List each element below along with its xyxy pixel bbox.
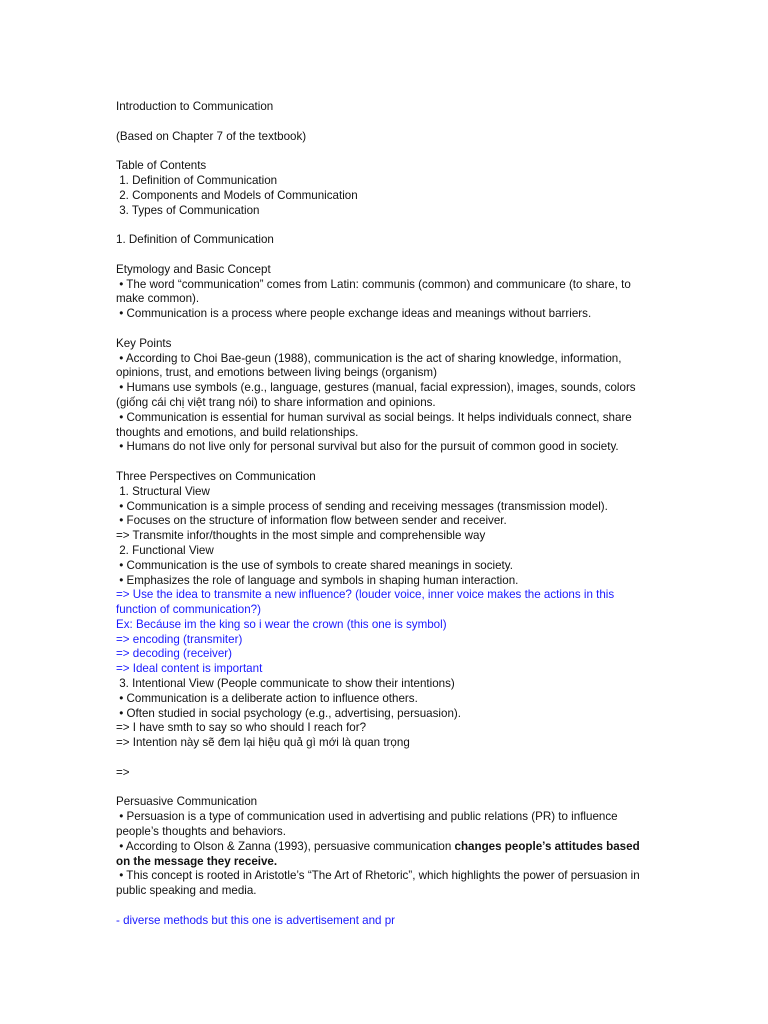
toc-heading: Table of Contents xyxy=(116,159,207,173)
spacer xyxy=(116,322,656,337)
document-title: Introduction to Communication xyxy=(116,100,274,113)
functional-view-annotation: => encoding (transmiter) xyxy=(116,632,243,646)
spacer xyxy=(116,781,656,796)
spacer xyxy=(116,248,656,263)
toc-item: 3. Types of Communication xyxy=(116,203,260,217)
intentional-view-line: • Often studied in social psychology (e.g., advertising, persuasion). xyxy=(116,706,461,720)
spacer xyxy=(116,751,656,766)
spacer xyxy=(116,218,656,233)
persuasive-bullet-bold-text: changes people’s attitudes based on the message they receive. xyxy=(116,839,643,868)
intentional-view-note: => I have smth to say so who should I reach for? xyxy=(116,721,367,735)
functional-view-annotation: => Use the idea to transmite a new influence? (louder voice, inner voice makes the actions in this function of communication?) xyxy=(116,588,618,617)
persuasive-bullet: • This concept is rooted in Aristotle’s “The Art of Rhetoric”, which highlights the power of persuasion in public speaking and media. xyxy=(116,869,643,898)
key-point-bullet: • Humans use symbols (e.g., language, gestures (manual, facial expression), images, sounds, colors (giống cái chị việt trang nói) to share information and opinions. xyxy=(116,381,639,409)
toc-item: 2. Components and Models of Communication xyxy=(116,188,358,202)
functional-view-title: 2. Functional View xyxy=(116,543,214,557)
functional-view-annotation: => decoding (receiver) xyxy=(116,647,232,661)
document-subtitle: (Based on Chapter 7 of the textbook) xyxy=(116,129,307,143)
structural-view-title: 1. Structural View xyxy=(116,484,210,498)
persuasive-heading: Persuasive Communication xyxy=(116,795,258,809)
structural-view-line: • Focuses on the structure of information flow between sender and receiver. xyxy=(116,514,507,528)
document-body xyxy=(116,100,656,929)
section-heading: 1. Definition of Communication xyxy=(116,233,274,247)
key-point-bullet: • Humans do not live only for personal survival but also for the pursuit of common good in society. xyxy=(116,440,619,454)
spacer xyxy=(116,899,656,914)
spacer xyxy=(116,144,656,159)
etymology-heading: Etymology and Basic Concept xyxy=(116,262,271,276)
etymology-bullet: • Communication is a process where people exchange ideas and meanings without barriers. xyxy=(116,307,592,321)
arrow-line: => xyxy=(116,765,130,779)
spacer xyxy=(116,455,656,470)
key-points-heading: Key Points xyxy=(116,336,172,350)
intentional-view-line: • Communication is a deliberate action to influence others. xyxy=(116,691,418,705)
key-point-bullet: • Communication is essential for human survival as social beings. It helps individuals connect, share thoughts and emotions, and build relationships. xyxy=(116,410,635,439)
perspectives-heading: Three Perspectives on Communication xyxy=(116,469,316,483)
structural-view-line: • Communication is a simple process of sending and receiving messages (transmission model). xyxy=(116,499,608,513)
persuasive-bullet xyxy=(116,840,656,870)
persuasive-bullet-text: • According to Olson & Zanna (1993), persuasive communication xyxy=(116,839,455,853)
functional-view-line: • Communication is the use of symbols to create shared meanings in society. xyxy=(116,558,513,572)
spacer xyxy=(116,115,656,130)
intentional-view-note: => Intention này sẽ đem lại hiệu quả gì mới là quan trọng xyxy=(116,736,410,750)
structural-view-note: => Transmite infor/thoughts in the most simple and comprehensible way xyxy=(116,529,486,543)
persuasive-bullet: • Persuasion is a type of communication used in advertising and public relations (PR) to influence people’s thoughts and behaviors. xyxy=(116,810,621,839)
toc-item: 1. Definition of Communication xyxy=(116,173,278,187)
key-point-bullet: • According to Choi Bae-geun (1988), communication is the act of sharing knowledge, information, opinions, trust, and emotions between living beings (organism) xyxy=(116,351,625,380)
functional-view-annotation: Ex: Becáuse im the king so i wear the crown (this one is symbol) xyxy=(116,617,447,631)
etymology-bullet: • The word “communication” comes from Latin: communis (common) and communicare (to share, to make common). xyxy=(116,277,635,306)
functional-view-annotation: => Ideal content is important xyxy=(116,662,263,676)
intentional-view-title: 3. Intentional View (People communicate to show their intentions) xyxy=(116,677,455,691)
persuasive-annotation: - diverse methods but this one is advertisement and pr xyxy=(116,913,396,927)
functional-view-line: • Emphasizes the role of language and symbols in shaping human interaction. xyxy=(116,573,519,587)
